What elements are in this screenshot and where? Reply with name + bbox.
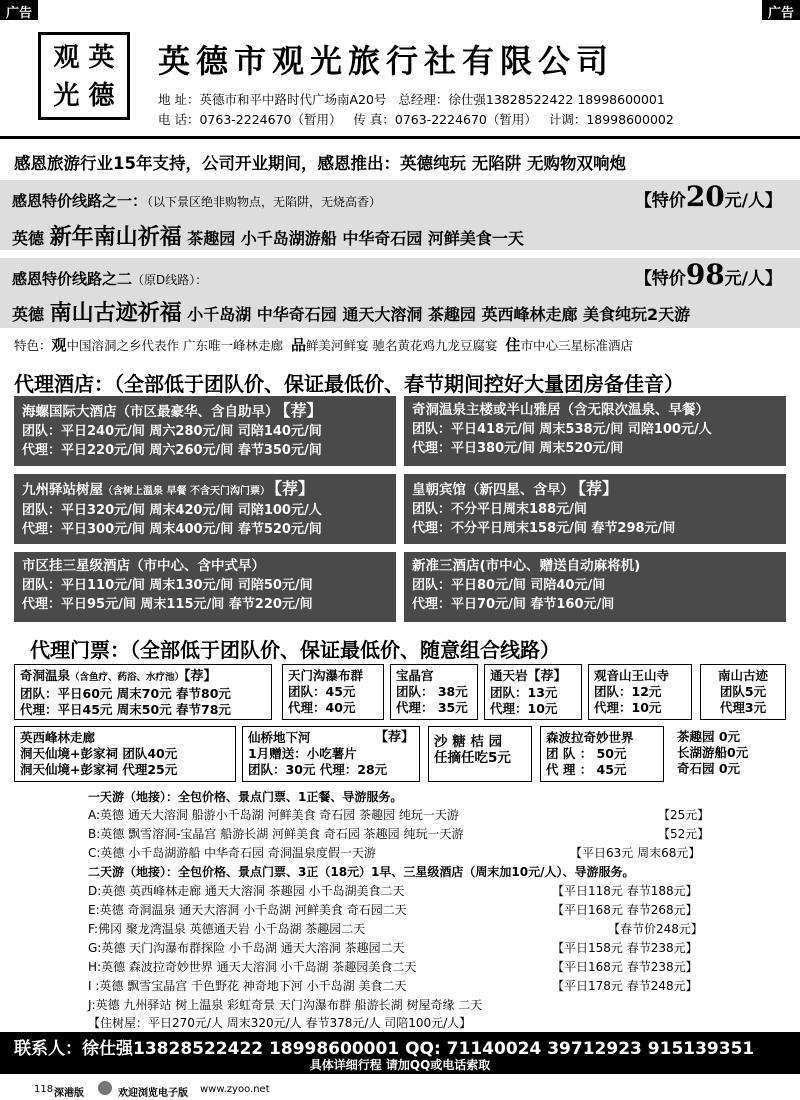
route2-stops: 英德 南山古迹祈福 小千岛湖 中华奇石园 通天大溶洞 茶趣园 英西峰林走廊 美食纯玩2天游 — [12, 301, 691, 326]
address-label: 地 址： — [158, 92, 200, 107]
hotel-card: 新准三酒店(市中心、赠送自动麻将机) 团队：平日80元/间 司陪40元/间 代理：平日70元/间 春节160元/间 — [404, 552, 786, 622]
divider — [0, 136, 800, 139]
fax-label: 传 真： — [353, 112, 395, 127]
one-day-header: 一天游（地接）：全包价格、景点门票、1正餐、导游服务。 — [88, 790, 403, 804]
address-line — [158, 90, 665, 108]
hotel-card: 奇洞温泉主楼或半山雅居（含无限次温泉、早餐） 团队：平日418元/间 周末538元/间 司陪100元/人 代理：平日380元/间 周末520元/间 — [404, 396, 786, 466]
tour-item: B:英德 飘雪溶洞-宝晶宫 船游长湖 河鲜美食 奇石园 茶趣园 纯玩一天游 — [88, 827, 464, 841]
manager: 徐仕强13828522422 18998600001 — [448, 92, 665, 107]
ticket-card: 奇洞温泉（含鱼疗、药浴、水疗池）【荐】 团队：平日60元 周末70元 春节80元 代理：平日45元 周末50元 春节78元 — [14, 664, 272, 720]
tour-item: H:英德 森波拉奇妙世界 通天大溶洞 小千岛湖 茶趣园美食二天 — [88, 960, 417, 974]
brand-mark-icon — [98, 1081, 112, 1095]
hotel-card: 海螺国际大酒店（市区最豪华、含自助早） 【荐】 团队：平日240元/间 周六280元/间 司陪140元/间 代理：平日220元/间 周六260元/间 春节350元/间 — [14, 396, 396, 466]
two-day-header: 二天游（地接）：全包价格、景点门票、3正（18元）1早、三星级酒店（周末加10元/人）、导游服务。 — [88, 865, 635, 879]
route2-label: 感恩特价线路之二（原D线路）： — [12, 270, 208, 288]
ticket-card: 南山古迹 团队5元 代理3元 — [700, 664, 786, 720]
route1-label: 感恩特价线路之一：（以下景区绝非购物点，无陷阱，无烧高香） — [12, 192, 382, 210]
booking-label: 计调： — [548, 112, 587, 127]
contact-sub: 具体详细行程 请加QQ或电话索取 — [309, 1058, 491, 1072]
tour-price: 【平日168元 春节268元】 — [552, 903, 698, 917]
hotels-title: 代理酒店：（全部低于团队价、保证最低价、春节期间控好大量团房备佳音） — [14, 372, 684, 396]
ticket-card: 英西峰林走廊 洞天仙境+彭家祠 团队40元 洞天仙境+彭家祠 代理25元 — [14, 726, 236, 782]
ticket-card: 茶趣园 0元 长湖游船0元 奇石园 0元 — [677, 729, 749, 776]
ticket-card: 森波拉奇妙世界 团 队 ： 50元 代 理 ： 45元 — [540, 726, 664, 782]
logo-line-2: 光 德 — [53, 81, 115, 111]
ticket-card: 观音山王山寺 团队：12元 代理：10元 — [588, 664, 692, 720]
tour-price: 【52元】 — [658, 827, 710, 841]
route2-price: 【特价98元/人】 — [634, 258, 782, 291]
booking: 18998600002 — [586, 112, 674, 127]
fax: 0763-2224670（暂用） — [394, 112, 537, 127]
ticket-card: 仙桥地下河 【荐】 1月赠送：小吃薯片 团队：30元 代理：28元 — [242, 726, 420, 782]
ticket-card: 通天岩【荐】 团队：13元 代理：10元 — [484, 664, 582, 720]
phone-line — [158, 110, 674, 128]
address: 英德市和平中路时代广场南A20号 — [199, 92, 387, 107]
contact-main: 联系人：徐仕强13828522422 18998600001 QQ: 71140024 39712923 915139351 — [14, 1039, 755, 1059]
ad-label-left: 广告 — [0, 0, 38, 20]
hotel-card: 九州驿站树屋（含树上温泉 早餐 不含天门沟门票） 【荐】 团队：平日320元/间 周末420元/间 司陪100元/人 代理：平日300元/间 周末400元/间 春节520元/间 — [14, 474, 396, 544]
tour-item: E:英德 奇洞温泉 通天大溶洞 小千岛湖 河鲜美食 奇石园二天 — [88, 903, 407, 917]
route1-price: 【特价20元/人】 — [634, 180, 782, 213]
hotel-card: 皇朝宾馆（新四星、含早） 【荐】 团队：不分平日周末188元/间 代理：不分平日周末158元/间 春节298元/间 — [404, 474, 786, 544]
route1-stops: 英德 新年南山祈福 茶趣园 小千岛湖游船 中华奇石园 河鲜美食一天 — [12, 225, 524, 250]
ticket-card: 宝晶宫 团队： 38元 代理： 35元 — [390, 664, 478, 720]
logo-line-1: 观 英 — [53, 43, 115, 73]
tour-item: G:英德 天门沟瀑布群探险 小千岛湖 通天大溶洞 茶趣园二天 — [88, 941, 405, 955]
ticket-card: 天门沟瀑布群 团队：45元 代理：40元 — [282, 664, 384, 720]
promo-banner: 感恩旅游行业15年支持，公司开业期间，感恩推出：英德纯玩 无陷阱 无购物双响炮 — [14, 154, 626, 173]
manager-label: 总经理： — [398, 92, 449, 107]
tour-price-j: 【住树屋：平日270元/人 周末320元/人 春节378元/人 司陪100元/人】 — [88, 1016, 472, 1030]
tour-price: 【春节价248元】 — [608, 922, 703, 936]
tour-item: C:英德 小千岛湖游船 中华奇石园 奇洞温泉度假一天游 — [88, 846, 376, 860]
tour-price: 【平日178元 春节248元】 — [552, 979, 698, 993]
tour-item: J:英德 九州驿站 树上温泉 彩虹奇景 天门沟瀑布群 船游长湖 树屋奇缘 二天 — [88, 998, 483, 1012]
tour-price: 【平日168元 春节238元】 — [552, 960, 698, 974]
company-name: 英德市观光旅行社有限公司 — [158, 42, 615, 80]
tour-price: 【平日118元 春节188元】 — [552, 884, 698, 898]
tour-item: A:英德 通天大溶洞 船游小千岛湖 河鲜美食 奇石园 茶趣园 纯玩一天游 — [88, 808, 459, 822]
welcome-text: 欢迎浏览电子版 — [118, 1088, 188, 1099]
tour-item: I :英德 飘雪宝晶宫 千色野花 神奇地下河 小千岛湖 美食二天 — [88, 979, 407, 993]
site-link[interactable]: www.zyoo.net — [200, 1084, 270, 1095]
contact-bar — [0, 1032, 800, 1074]
tour-price: 【平日63元 周末68元】 — [570, 846, 701, 860]
tickets-title: 代理门票：（全部低于团队价、保证最低价、随意组合线路） — [30, 638, 560, 662]
ad-label-right: 广告 — [762, 0, 800, 20]
phone: 0763-2224670（暂用） — [199, 112, 342, 127]
edition: 深港版 — [54, 1088, 84, 1099]
features-line: 特色：观中国溶洞之乡代表作 广东唯一峰林走廊 品鲜美河鲜宴 驰名黄花鸡九龙豆腐宴 住市中心三星标准酒店 — [14, 336, 633, 354]
tour-price: 【平日158元 春节238元】 — [552, 941, 698, 955]
tour-item: D:英德 英西峰林走廊 通天大溶洞 茶趣园 小千岛湖美食二天 — [88, 884, 405, 898]
page-number: 118 — [34, 1084, 54, 1095]
tour-price: 【25元】 — [658, 808, 710, 822]
page-footer — [0, 1078, 800, 1100]
ticket-card: 沙 糖 桔 园 任摘任吃5元 — [428, 726, 532, 782]
company-logo — [38, 32, 130, 120]
tour-item: F:佛冈 聚龙湾温泉 英德通天岩 小千岛湖 茶趣园二天 — [88, 922, 366, 936]
phone-label: 电 话： — [158, 112, 200, 127]
hotel-card: 市区挂三星级酒店（市中心、含中式早） 团队：平日110元/间 周末130元/间 司陪50元/间 代理：平日95元/间 周末115元/间 春节220元/间 — [14, 552, 396, 622]
